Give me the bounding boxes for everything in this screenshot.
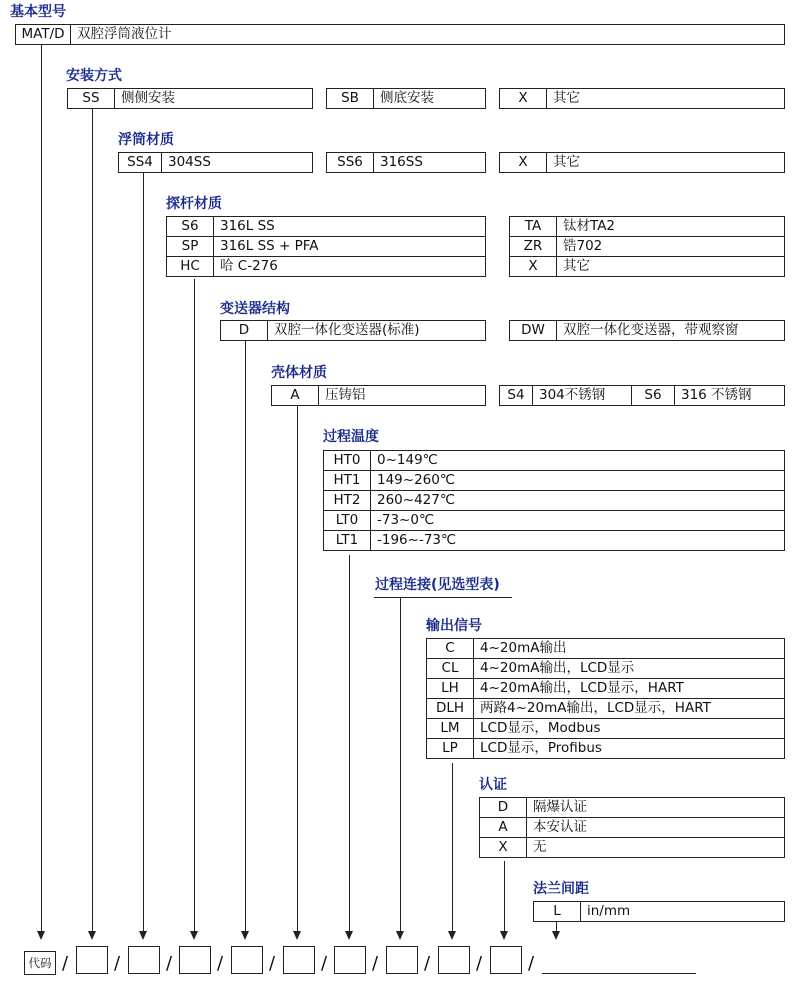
transmitter-table-2 — [509, 320, 785, 341]
transmitter-table-1 — [220, 320, 486, 341]
mount-code-x: X — [500, 89, 547, 109]
cert-desc-a: 本安认证 — [527, 818, 785, 838]
probe-desc-ta: 钛材TA2 — [557, 217, 785, 237]
output-title: 输出信号 — [426, 618, 482, 634]
probe-desc-x: 其它 — [557, 257, 785, 277]
base-table — [15, 24, 785, 45]
temp-desc-lt0: -73~0℃ — [371, 511, 785, 531]
temp-table — [323, 450, 785, 551]
flange-table — [533, 901, 785, 922]
float-table-2 — [326, 152, 486, 173]
probe-code-s6: S6 — [167, 217, 214, 237]
probe-table-right — [509, 216, 785, 277]
transmitter-desc-d: 双腔一体化变送器(标准) — [268, 321, 486, 341]
slash-8: / — [424, 953, 431, 974]
base-code: MAT/D — [16, 25, 71, 45]
mount-desc-x: 其它 — [547, 89, 785, 109]
mount-table-2 — [326, 88, 486, 109]
temp-desc-ht2: 260~427℃ — [371, 491, 785, 511]
code-box-temp[interactable] — [334, 946, 366, 974]
transmitter-title: 变送器结构 — [220, 301, 290, 317]
housing-code-a: A — [272, 386, 319, 406]
float-code-ss4: SS4 — [119, 153, 162, 173]
arrow-down-icon — [500, 931, 508, 940]
housing-desc-s4: 304不锈钢 — [533, 386, 632, 406]
connection-title: 过程连接(见选型表) — [375, 577, 500, 593]
housing-table-1 — [271, 385, 486, 406]
mount-code-sb: SB — [327, 89, 374, 109]
temp-desc-ht1: 149~260℃ — [371, 471, 785, 491]
cert-title: 认证 — [479, 777, 507, 793]
code-box-probe[interactable] — [179, 946, 211, 974]
housing-title: 壳体材质 — [271, 365, 327, 381]
mount-desc-ss: 侧侧安装 — [115, 89, 313, 109]
float-table-3 — [499, 152, 785, 173]
slash-3: / — [166, 953, 173, 974]
output-desc-lm: LCD显示，Modbus — [474, 719, 785, 739]
mount-title: 安装方式 — [66, 68, 122, 84]
output-code-lp: LP — [427, 739, 474, 759]
slash-5: / — [269, 953, 276, 974]
output-code-lm: LM — [427, 719, 474, 739]
arrow-down-icon — [88, 931, 96, 940]
float-table-1 — [118, 152, 313, 173]
temp-code-lt1: LT1 — [324, 531, 371, 551]
output-desc-dlh: 两路4~20mA输出，LCD显示，HART — [474, 699, 785, 719]
transmitter-code-dw: DW — [510, 321, 557, 341]
probe-desc-hc: 哈 C-276 — [214, 257, 486, 277]
mount-desc-sb: 侧底安装 — [374, 89, 486, 109]
slash-7: / — [372, 953, 379, 974]
probe-code-x: X — [510, 257, 557, 277]
cert-code-x: X — [480, 838, 527, 858]
housing-desc-s6: 316 不锈钢 — [675, 386, 785, 406]
connector-line-3 — [143, 173, 144, 932]
float-desc-x: 其它 — [547, 153, 785, 173]
connector-line-8 — [400, 598, 401, 932]
cert-table — [479, 797, 785, 858]
base-desc: 双腔浮筒液位计 — [71, 25, 785, 45]
housing-code-s6: S6 — [632, 386, 675, 406]
arrow-down-icon — [396, 931, 404, 940]
housing-table-2 — [499, 385, 785, 406]
code-box-float[interactable] — [128, 946, 160, 974]
output-desc-lp: LCD显示，Profibus — [474, 739, 785, 759]
arrow-down-icon — [241, 931, 249, 940]
probe-code-hc: HC — [167, 257, 214, 277]
code-box-transmitter[interactable] — [231, 946, 263, 974]
cert-desc-x: 无 — [527, 838, 785, 858]
temp-code-ht2: HT2 — [324, 491, 371, 511]
arrow-down-icon — [552, 931, 560, 940]
mount-table-3 — [499, 88, 785, 109]
arrow-down-icon — [190, 931, 198, 940]
flange-code-l: L — [534, 902, 581, 922]
arrow-down-icon — [37, 931, 45, 940]
float-code-ss6: SS6 — [327, 153, 374, 173]
code-box-cert[interactable] — [490, 946, 522, 974]
output-table — [426, 638, 785, 759]
connector-line-1 — [41, 45, 42, 932]
output-code-lh: LH — [427, 679, 474, 699]
arrow-down-icon — [293, 931, 301, 940]
flange-desc: in/mm — [581, 902, 785, 922]
connector-line-10 — [504, 861, 505, 932]
base-title: 基本型号 — [10, 4, 66, 20]
output-desc-c: 4~20mA输出 — [474, 639, 785, 659]
slash-4: / — [217, 953, 224, 974]
probe-desc-zr: 锆702 — [557, 237, 785, 257]
code-box-output[interactable] — [438, 946, 470, 974]
arrow-down-icon — [448, 931, 456, 940]
slash-2: / — [114, 953, 121, 974]
output-code-dlh: DLH — [427, 699, 474, 719]
output-code-cl: CL — [427, 659, 474, 679]
code-line-flange[interactable] — [542, 973, 696, 974]
probe-desc-s6: 316L SS — [214, 217, 486, 237]
code-box-mount[interactable] — [76, 946, 108, 974]
connection-underline — [374, 597, 512, 598]
connector-line-7 — [349, 555, 350, 932]
arrow-down-icon — [139, 931, 147, 940]
temp-desc-lt1: -196~-73℃ — [371, 531, 785, 551]
transmitter-desc-dw: 双腔一体化变送器，带观察窗 — [557, 321, 785, 341]
mount-table-1 — [67, 88, 313, 109]
probe-title: 探杆材质 — [166, 196, 222, 212]
output-desc-lh: 4~20mA输出，LCD显示，HART — [474, 679, 785, 699]
float-desc-ss4: 304SS — [162, 153, 313, 173]
code-box-connection[interactable] — [386, 946, 418, 974]
connector-line-5 — [245, 341, 246, 932]
slash-10: / — [528, 953, 535, 974]
slash-6: / — [321, 953, 328, 974]
housing-code-s4: S4 — [500, 386, 533, 406]
mount-code-ss: SS — [68, 89, 115, 109]
connector-line-9 — [452, 763, 453, 932]
connector-line-4 — [194, 279, 195, 932]
output-code-c: C — [427, 639, 474, 659]
float-desc-ss6: 316SS — [374, 153, 486, 173]
slash-9: / — [476, 953, 483, 974]
probe-desc-sp: 316L SS + PFA — [214, 237, 486, 257]
housing-desc-a: 压铸铝 — [319, 386, 486, 406]
temp-title: 过程温度 — [323, 429, 379, 445]
temp-desc-ht0: 0~149℃ — [371, 451, 785, 471]
float-code-x: X — [500, 153, 547, 173]
temp-code-ht0: HT0 — [324, 451, 371, 471]
code-label: 代码 — [24, 951, 56, 975]
connector-line-2 — [92, 109, 93, 932]
temp-code-lt0: LT0 — [324, 511, 371, 531]
probe-table-left — [166, 216, 486, 277]
probe-code-zr: ZR — [510, 237, 557, 257]
arrow-down-icon — [345, 931, 353, 940]
cert-code-a: A — [480, 818, 527, 838]
transmitter-code-d: D — [221, 321, 268, 341]
output-desc-cl: 4~20mA输出，LCD显示 — [474, 659, 785, 679]
cert-desc-d: 隔爆认证 — [527, 798, 785, 818]
probe-code-sp: SP — [167, 237, 214, 257]
cert-code-d: D — [480, 798, 527, 818]
temp-code-ht1: HT1 — [324, 471, 371, 491]
flange-title: 法兰间距 — [533, 881, 589, 897]
probe-code-ta: TA — [510, 217, 557, 237]
connector-line-6 — [297, 406, 298, 932]
slash-1: / — [62, 953, 69, 974]
code-box-housing[interactable] — [283, 946, 315, 974]
float-title: 浮筒材质 — [118, 132, 174, 148]
